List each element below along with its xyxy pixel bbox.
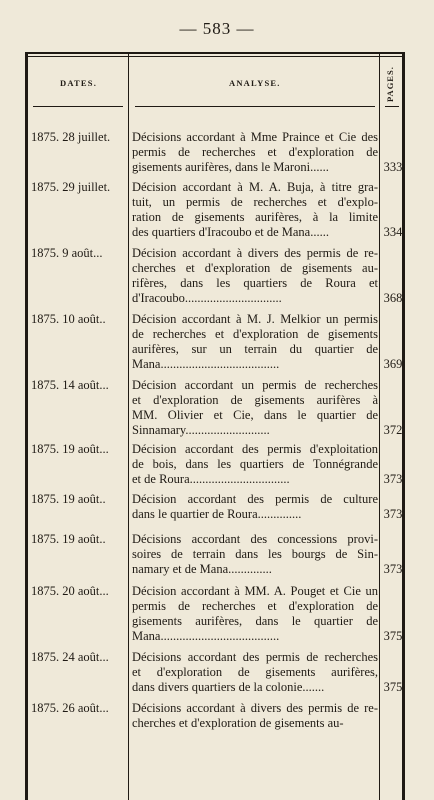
entry-page: 375 (383, 680, 403, 694)
entry-page: 334 (383, 225, 403, 239)
entry-date: 1875. 14 août... (31, 378, 109, 392)
analysis-line: Décisions accordant des concessions provi- (132, 532, 378, 546)
entry-analysis (132, 378, 378, 438)
analysis-line: Mana...................................... (132, 629, 280, 643)
entry-date: 1875. 19 août.. (31, 532, 106, 546)
entry-page: 372 (383, 423, 403, 437)
entry-analysis (132, 532, 378, 577)
analysis-line: et de Roura................................ (132, 472, 290, 486)
analysis-line: dans divers quartiers de la colonie....... (132, 680, 325, 694)
analysis-line: cherches et d'exploration de gisements au- (132, 716, 344, 730)
analysis-line: soires de terrain dans les bourgs de Sin- (132, 547, 378, 561)
entry-analysis (132, 180, 378, 240)
entry-date: 1875. 29 juillet. (31, 180, 111, 194)
entry-page: 369 (383, 357, 403, 371)
analysis-line: Décision accordant à M. A. Buja, à titre gra- (132, 180, 378, 194)
analysis-line: Décision accordant des permis de culture (132, 492, 378, 506)
column-divider-dates (128, 52, 129, 800)
entry-page: 373 (383, 562, 403, 576)
header-underline-analyse (135, 106, 375, 107)
analysis-line: permis de recherches et d'exploration de (132, 145, 378, 159)
entry-analysis (132, 312, 378, 372)
top-rule (25, 52, 405, 54)
entry-date: 1875. 10 août.. (31, 312, 106, 326)
entry-date: 1875. 20 août... (31, 584, 109, 598)
entry-analysis (132, 701, 378, 731)
analysis-line: Sinnamary........................... (132, 423, 270, 437)
analysis-line: permis de recherches et d'exploration de (132, 599, 378, 613)
analysis-line: Mana...................................... (132, 357, 280, 371)
page-number: — 583 — (179, 19, 255, 38)
analysis-line: Décision accordant un permis de recherches (132, 378, 378, 392)
analysis-line: des quartiers d'Iracoubo et de Mana...... (132, 225, 329, 239)
analysis-line: cherches et d'exploration de gisements au- (132, 261, 378, 275)
analysis-line: Décisions accordant à Mme Praince et Cie des (132, 130, 378, 144)
analysis-line: gisements aurifères, dans le quartier de (132, 614, 378, 628)
analysis-line: ration de gisements aurifères, à la limite (132, 210, 378, 224)
entry-page: 375 (383, 629, 403, 643)
analysis-line: Décision accordant à divers des permis de re- (132, 246, 378, 260)
entry-analysis (132, 130, 378, 175)
column-divider-pages (379, 52, 380, 800)
entry-date: 1875. 9 août... (31, 246, 103, 260)
analysis-line: Décision accordant à M. J. Melkior un permis (132, 312, 378, 326)
header-underline-dates (33, 106, 123, 107)
entry-date: 1875. 19 août... (31, 442, 109, 456)
entry-date: 1875. 26 août... (31, 701, 109, 715)
entry-page: 373 (383, 472, 403, 486)
analysis-line: Décisions accordant à divers des permis de re- (132, 701, 378, 715)
analysis-line: de bois, dans les quartiers de Tonnégrande (132, 457, 378, 471)
analysis-line: aurifères, sur un terrain du quartier de (132, 342, 378, 356)
entry-page: 333 (383, 160, 403, 174)
header-pages: PAGES. (385, 66, 395, 102)
analysis-line: Décision accordant à MM. A. Pouget et Cie un (132, 584, 378, 598)
analysis-line: Décision accordant des permis d'exploitation (132, 442, 378, 456)
analysis-line: dans le quartier de Roura.............. (132, 507, 302, 521)
entry-analysis (132, 492, 378, 522)
entry-date: 1875. 24 août... (31, 650, 109, 664)
analysis-line: et d'exploration de gisements aurifères, (132, 665, 378, 679)
entry-analysis (132, 246, 378, 306)
analysis-line: namary et de Mana.............. (132, 562, 272, 576)
header-analyse: ANALYSE. (229, 78, 281, 88)
entry-analysis (132, 584, 378, 644)
entry-analysis (132, 442, 378, 487)
analysis-line: tuit, un permis de recherches et d'explo- (132, 195, 378, 209)
analysis-line: Décisions accordant des permis de recherches (132, 650, 378, 664)
left-border (25, 52, 28, 800)
analysis-line: et d'exploration de gisements aurifères à (132, 393, 378, 407)
entry-date: 1875. 19 août.. (31, 492, 106, 506)
entry-analysis (132, 650, 378, 695)
analysis-line: d'Iracoubo............................... (132, 291, 282, 305)
analysis-line: rifères, dans les quartiers de Roura et (132, 276, 378, 290)
top-rule-thin (25, 56, 405, 57)
header-underline-pages (385, 106, 399, 107)
analysis-line: de recherches et d'exploration de gisements (132, 327, 378, 341)
entry-page: 373 (383, 507, 403, 521)
entry-date: 1875. 28 juillet. (31, 130, 111, 144)
analysis-line: gisements aurifères, dans le Maroni...... (132, 160, 329, 174)
analysis-line: MM. Olivier et Cie, dans le quartier de (132, 408, 378, 422)
header-dates: DATES. (60, 78, 98, 88)
entry-page: 368 (383, 291, 403, 305)
